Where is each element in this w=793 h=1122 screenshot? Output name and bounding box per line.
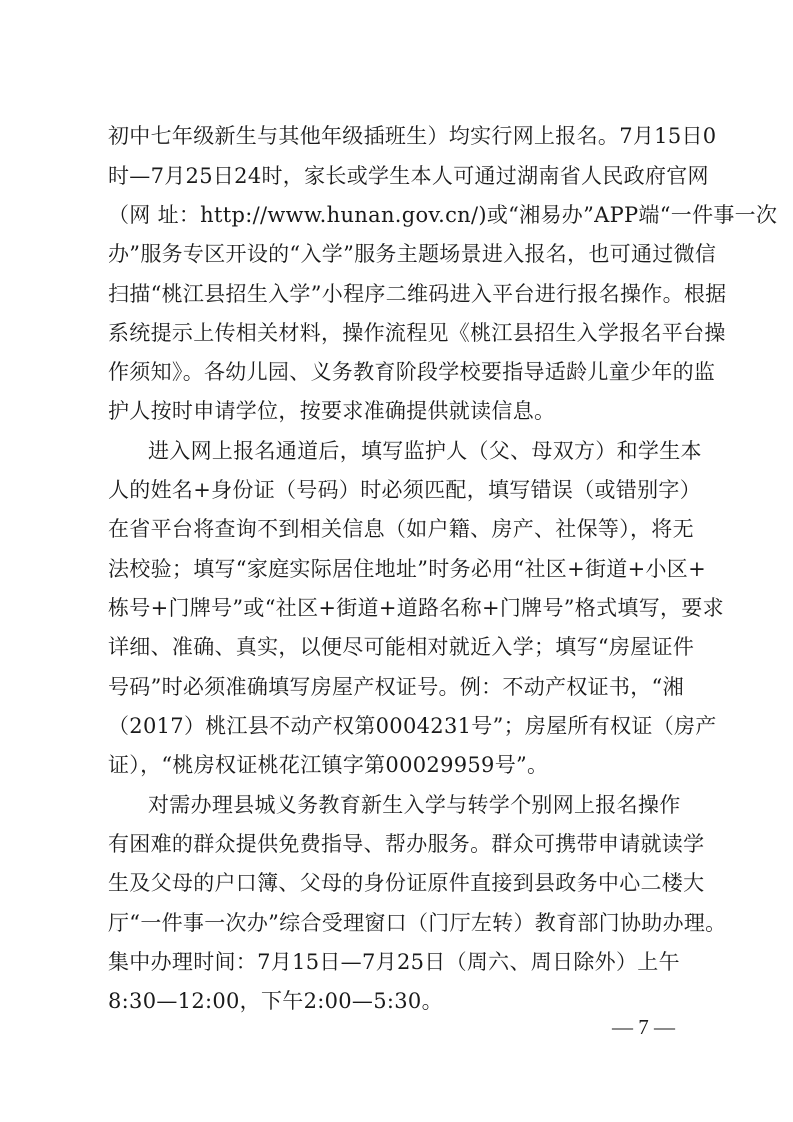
paragraph-2-line-8: （2017）桃江县不动产权第0004231号”；房屋所有权证（房产 <box>108 714 717 738</box>
paragraph-2-line-5: 栋号+门牌号”或“社区+街道+道路名称+门牌号”格式填写，要求 <box>108 596 724 620</box>
paragraph-1-line-4: 办”服务专区开设的“入学”服务主题场景进入报名，也可通过微信 <box>108 242 717 266</box>
paragraph-2-line-3: 在省平台将查询不到相关信息（如户籍、房产、社保等），将无 <box>108 517 694 541</box>
paragraph-2-line-6: 详细、准确、真实，以便尽可能相对就近入学；填写“房屋证件 <box>108 635 695 659</box>
paragraph-3-line-6: 8:30—12:00，下午2:00—5:30。 <box>108 989 443 1013</box>
paragraph-3-line-1: 对需办理县城义务教育新生入学与转学个别网上报名操作 <box>148 793 681 817</box>
paragraph-1-line-8: 护人按时申请学位，按要求准确提供就读信息。 <box>108 399 556 423</box>
paragraph-2-line-2: 人的姓名+身份证（号码）时必须匹配，填写错误（或错别字） <box>108 478 701 502</box>
paragraph-3-line-3: 生及父母的户口簿、父母的身份证原件直接到县政务中心二楼大 <box>108 871 705 895</box>
paragraph-1-line-3: （网 址：http://www.hunan.gov.cn/)或“湘易办”APP端“一件事一次 <box>108 203 778 227</box>
paragraph-3-line-2: 有困难的群众提供免费指导、帮办服务。群众可携带申请就读学 <box>108 832 705 856</box>
paragraph-1-line-6: 系统提示上传相关材料，操作流程见《桃江县招生入学报名平台操 <box>108 321 726 345</box>
paragraph-1-line-2: 时—7月25日24时，家长或学生本人可通过湖南省人民政府官网 <box>108 164 709 188</box>
paragraph-2-line-7: 号码”时必须准确填写房屋产权证号。例：不动产权证书，“湘 <box>108 675 684 699</box>
paragraph-1-line-1: 初中七年级新生与其他年级插班生）均实行网上报名。7月15日0 <box>108 124 717 148</box>
paragraph-1-line-7: 作须知》。各幼儿园、义务教育阶段学校要指导适龄儿童少年的监 <box>108 360 716 384</box>
paragraph-2-line-1: 进入网上报名通道后，填写监护人（父、母双方）和学生本 <box>148 439 702 463</box>
paragraph-3-line-4: 厅“一件事一次办”综合受理窗口（门厅左转）教育部门协助办理。 <box>108 911 727 935</box>
paragraph-2-line-4: 法校验；填写“家庭实际居住地址”时务必用“社区+街道+小区+ <box>108 557 706 581</box>
paragraph-2-line-9: 证），“桃房权证桃花江镇字第00029959号”。 <box>108 753 549 777</box>
page-number: — 7 — <box>612 1015 675 1039</box>
paragraph-1-line-5: 扫描“桃江县招生入学”小程序二维码进入平台进行报名操作。根据 <box>108 282 727 306</box>
paragraph-3-line-5: 集中办理时间：7月15日—7月25日（周六、周日除外）上午 <box>108 950 680 974</box>
